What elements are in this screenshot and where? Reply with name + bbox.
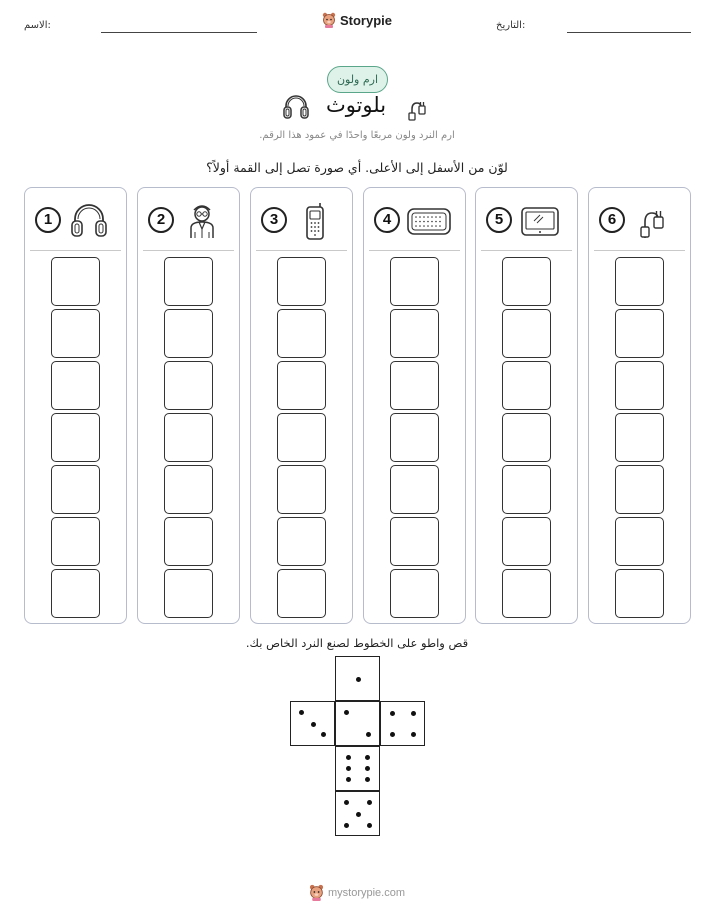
die-face-4 — [380, 701, 425, 746]
footer-url[interactable]: mystorypie.com — [327, 886, 406, 899]
die-pip — [344, 710, 349, 715]
color-cell[interactable] — [51, 413, 100, 462]
color-cell[interactable] — [164, 309, 213, 358]
color-cell[interactable] — [164, 569, 213, 618]
column-5 — [475, 187, 578, 624]
color-cell[interactable] — [277, 361, 326, 410]
die-pip — [390, 711, 395, 716]
column-header — [589, 188, 690, 251]
color-cell[interactable] — [277, 309, 326, 358]
column-header — [25, 188, 126, 251]
color-cell[interactable] — [390, 361, 439, 410]
die-pip — [346, 766, 351, 771]
color-cell[interactable] — [615, 361, 664, 410]
column-divider — [369, 250, 460, 251]
cut-instruction: قص واطو على الخطوط لصنع النرد الخاص بك. — [245, 636, 469, 650]
column-divider — [143, 250, 234, 251]
color-cell[interactable] — [390, 465, 439, 514]
column-number: 4 — [374, 207, 400, 233]
column-2 — [137, 187, 240, 624]
die-pip — [367, 800, 372, 805]
color-cell[interactable] — [615, 257, 664, 306]
column-divider — [256, 250, 347, 251]
die-pip — [356, 677, 361, 682]
question-text: لوّن من الأسفل إلى الأعلى. أي صورة تصل إلى القمة أولاً؟ — [206, 160, 508, 175]
color-cell[interactable] — [51, 569, 100, 618]
bear-logo-icon — [322, 12, 336, 28]
color-cell[interactable] — [277, 465, 326, 514]
footer — [0, 884, 714, 901]
die-pip — [299, 710, 304, 715]
color-cell[interactable] — [502, 517, 551, 566]
die-pip — [411, 732, 416, 737]
color-cell[interactable] — [615, 569, 664, 618]
column-number: 6 — [599, 207, 625, 233]
color-cell[interactable] — [164, 517, 213, 566]
column-1 — [24, 187, 127, 624]
column-header — [364, 188, 465, 251]
color-cell[interactable] — [502, 413, 551, 462]
color-cell[interactable] — [502, 569, 551, 618]
color-cell[interactable] — [615, 465, 664, 514]
brand-logo — [0, 12, 714, 28]
column-divider — [481, 250, 572, 251]
page-title: بلوتوث — [325, 93, 387, 117]
column-number: 1 — [35, 207, 61, 233]
column-header — [476, 188, 577, 251]
color-cell[interactable] — [390, 309, 439, 358]
name-line — [101, 32, 257, 33]
color-cell[interactable] — [502, 361, 551, 410]
color-cell[interactable] — [502, 257, 551, 306]
color-cell[interactable] — [51, 257, 100, 306]
die-face-3 — [290, 701, 335, 746]
color-cell[interactable] — [390, 413, 439, 462]
color-cell[interactable] — [164, 257, 213, 306]
brand-name: Storypie — [339, 12, 392, 28]
die-face-2 — [335, 701, 380, 746]
die-pip — [356, 812, 361, 817]
column-6 — [588, 187, 691, 624]
die-pip — [321, 732, 326, 737]
column-header — [251, 188, 352, 251]
column-3 — [250, 187, 353, 624]
die-pip — [390, 732, 395, 737]
die-pip — [344, 823, 349, 828]
headphones-icon — [281, 93, 311, 121]
headphones-icon — [69, 202, 109, 240]
column-number: 5 — [486, 207, 512, 233]
bear-logo-icon — [309, 884, 324, 901]
color-cell[interactable] — [51, 517, 100, 566]
mobile-phone-icon — [295, 202, 335, 240]
date-label: التاريخ: — [496, 20, 526, 31]
color-cell[interactable] — [164, 465, 213, 514]
color-cell[interactable] — [615, 309, 664, 358]
die-pip — [367, 823, 372, 828]
color-cell[interactable] — [164, 361, 213, 410]
color-cell[interactable] — [502, 309, 551, 358]
color-cell[interactable] — [390, 517, 439, 566]
die-pip — [366, 732, 371, 737]
color-cell[interactable] — [502, 465, 551, 514]
die-pip — [365, 755, 370, 760]
die-pip — [346, 755, 351, 760]
speaker-icon — [406, 202, 452, 240]
title-row — [0, 93, 714, 123]
die-pip — [344, 800, 349, 805]
column-divider — [594, 250, 685, 251]
color-cell[interactable] — [277, 413, 326, 462]
color-cell[interactable] — [51, 309, 100, 358]
column-number: 3 — [261, 207, 287, 233]
color-cell[interactable] — [277, 569, 326, 618]
name-label: الاسم: — [24, 20, 51, 31]
charging-cable-icon — [633, 202, 673, 240]
subtitle: ارم النرد ولون مربعًا واحدًا في عمود هذا الرقم. — [259, 130, 455, 141]
color-cell[interactable] — [615, 517, 664, 566]
die-face-5 — [335, 791, 380, 836]
color-cell[interactable] — [277, 257, 326, 306]
die-pip — [311, 722, 316, 727]
column-header — [138, 188, 239, 251]
date-line — [567, 32, 691, 33]
die-pip — [365, 766, 370, 771]
color-cell[interactable] — [51, 465, 100, 514]
column-divider — [30, 250, 121, 251]
die-face-6 — [335, 746, 380, 791]
scientist-icon — [182, 202, 222, 240]
color-cell[interactable] — [390, 569, 439, 618]
die-pip — [411, 711, 416, 716]
die-face-1 — [335, 656, 380, 701]
charging-cable-icon — [405, 95, 431, 121]
column-number: 2 — [148, 207, 174, 233]
color-cell[interactable] — [615, 413, 664, 462]
color-cell[interactable] — [164, 413, 213, 462]
activity-badge: ارم ولون — [327, 66, 388, 93]
color-cell[interactable] — [277, 517, 326, 566]
color-cell[interactable] — [51, 361, 100, 410]
color-cell[interactable] — [390, 257, 439, 306]
tablet-icon — [520, 202, 560, 240]
die-pip — [365, 777, 370, 782]
column-4 — [363, 187, 466, 624]
die-pip — [346, 777, 351, 782]
